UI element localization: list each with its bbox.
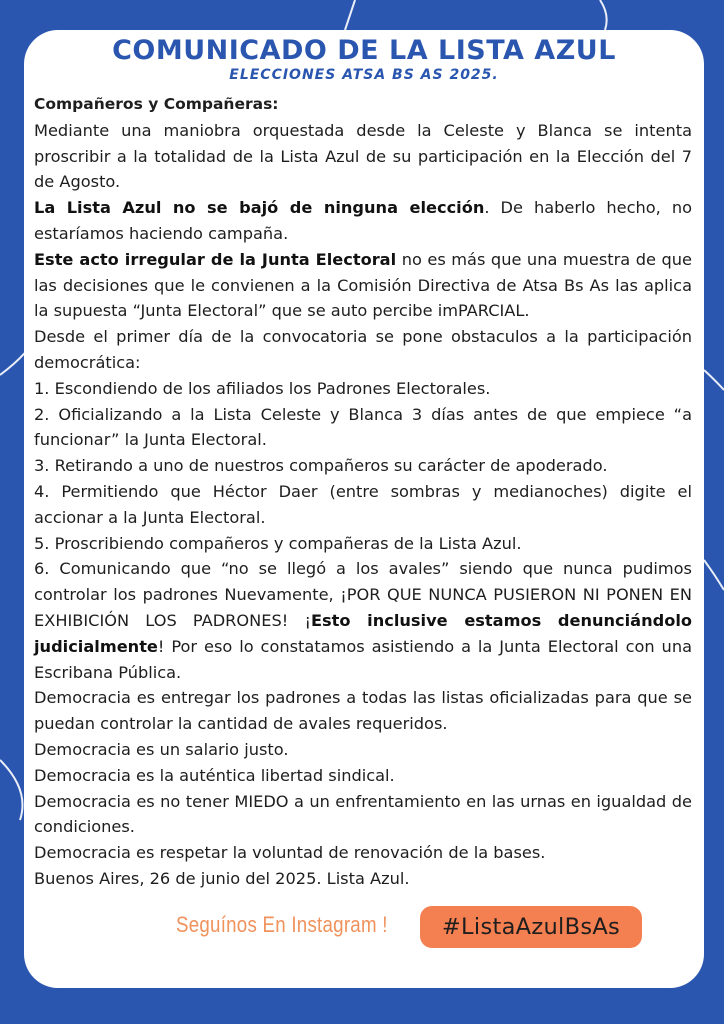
instagram-follow-text: Seguínos En Instagram ! bbox=[176, 912, 388, 937]
salutation: Compañeros y Compañeras: bbox=[34, 95, 279, 113]
paragraph-2-bold: La Lista Azul no se bajó de ninguna elección bbox=[34, 198, 485, 218]
list-item: 3. Retirando a uno de nuestros compañeros su carácter de apoderado. bbox=[34, 456, 608, 476]
item-6-post: ! Por eso lo constatamos asistiendo a la Junta Electoral con una Escribana Pública. bbox=[34, 636, 692, 682]
paragraph-4: Desde el primer día de la convocatoria se pone obstaculos a la participación democrática: bbox=[34, 327, 692, 372]
list-item: 4. Permitiendo que Héctor Daer (entre sombras y medianoches) digite el accionar a la Junta Electoral. bbox=[34, 481, 692, 527]
list-item: 2. Oficializando a la Lista Celeste y Blanca 3 días antes de que empiece “a funcionar” la Junta Electoral. bbox=[34, 404, 692, 450]
democracia-line: Democracia es respetar la voluntad de renovación de la bases. bbox=[34, 843, 546, 863]
paragraph-3 bbox=[34, 247, 692, 324]
communique-body bbox=[34, 92, 692, 892]
list-item: 1. Escondiendo de los afiliados los Padrones Electorales. bbox=[34, 378, 491, 398]
page-title: COMUNICADO DE LA LISTA AZUL bbox=[112, 35, 616, 66]
page-subtitle: ELECCIONES ATSA BS AS 2025. bbox=[229, 67, 499, 83]
paragraph-3-bold: Este acto irregular de la Junta Electoral bbox=[34, 249, 397, 269]
hashtag-badge[interactable]: #ListaAzulBsAs bbox=[420, 906, 642, 948]
democracia-line: Democracia es no tener MIEDO a un enfrentamiento en las urnas en igualdad de condiciones. bbox=[34, 791, 692, 837]
democracia-line: Democracia es un salario justo. bbox=[34, 739, 289, 759]
paragraph-3-rest: no es más que una muestra de que las decisiones que le convienen a la Comisión Directiva de Atsa Bs As las aplica la supuesta “Junta Electoral” que se auto percibe imPARCIAL. bbox=[34, 249, 692, 321]
democracia-line: Democracia es la auténtica libertad sindical. bbox=[34, 765, 395, 785]
paragraph-1: Mediante una maniobra orquestada desde la Celeste y Blanca se intenta proscribir a la totalidad de la Lista Azul de su participación en la Elección del 7 de Agosto. bbox=[34, 120, 692, 192]
democracia-line: Democracia es entregar los padrones a todas las listas oficializadas para que se puedan controlar la cantidad de avales requeridos. bbox=[34, 688, 692, 734]
content-card bbox=[24, 30, 704, 988]
paragraph-2 bbox=[34, 195, 692, 247]
list-item: 5. Proscribiendo compañeros y compañeras de la Lista Azul. bbox=[34, 533, 522, 553]
closing-line: Buenos Aires, 26 de junio del 2025. Lista Azul. bbox=[34, 868, 410, 888]
item-6-bold: Esto inclusive estamos denunciándolo judicialmente bbox=[34, 610, 693, 656]
item-6-pre: 6. Comunicando que “no se llegó a los avales” siendo que nunca pudimos controlar los padrones Nuevamente, ¡POR QUE NUNCA PUSIERON NI PONEN EN EXHIBICIÓN LOS PADRONES! ¡ bbox=[34, 559, 692, 630]
paragraph-2-rest: . De haberlo hecho, no estaríamos haciendo campaña. bbox=[34, 198, 692, 243]
list-item-6 bbox=[34, 556, 692, 685]
